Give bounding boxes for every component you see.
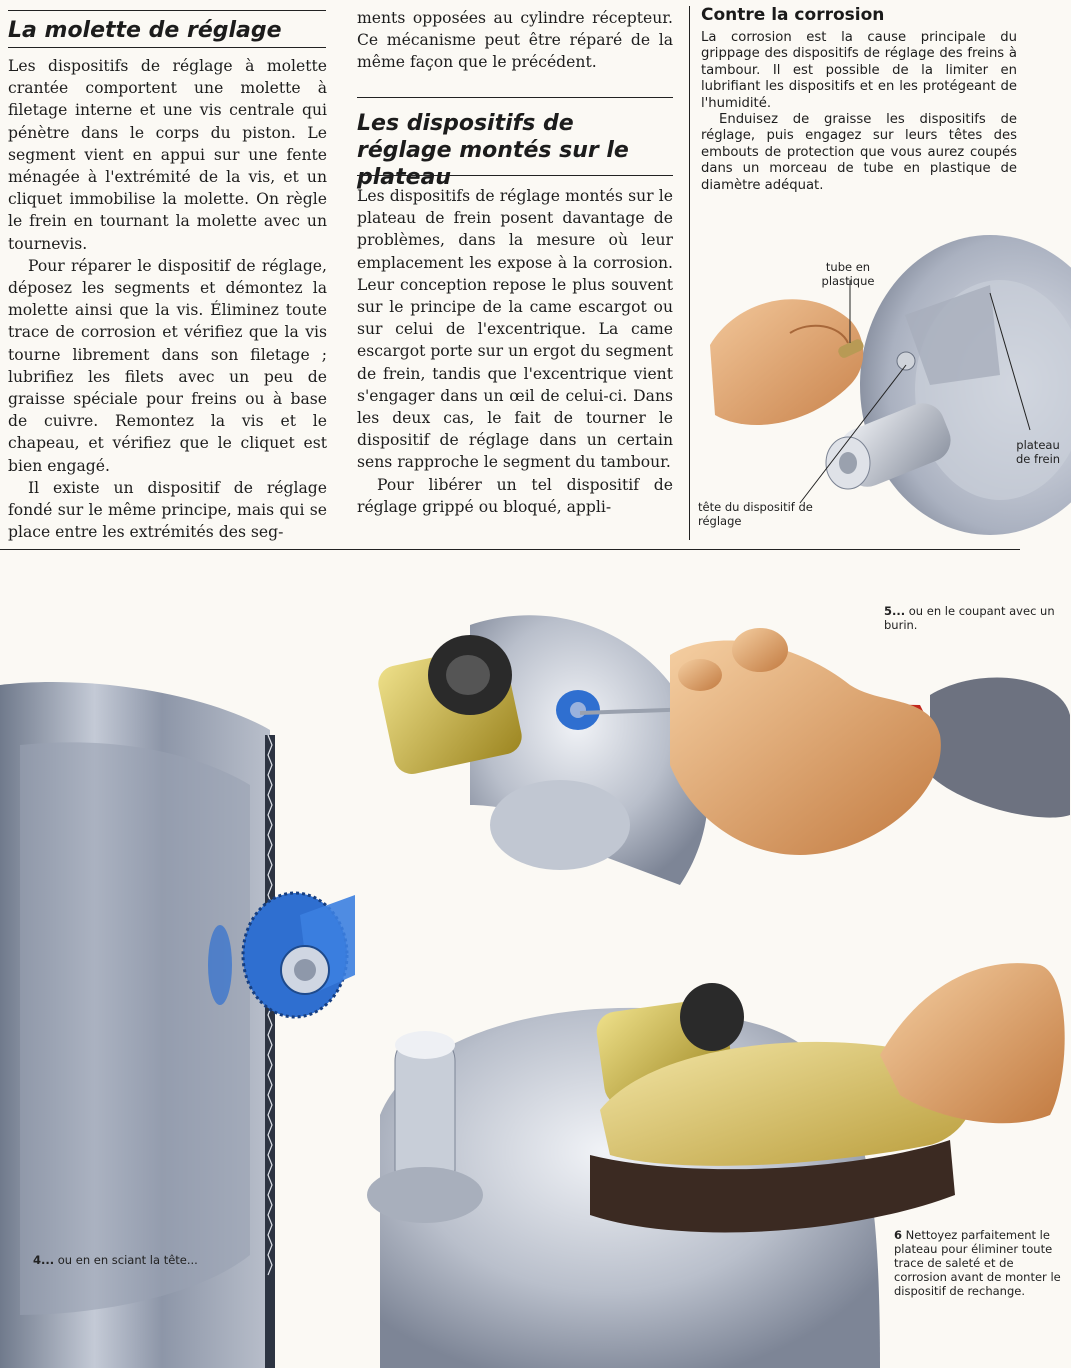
column-2-intro	[357, 7, 673, 74]
section-heading-plateau: Les dispositifs de réglage montés sur le plateau	[357, 111, 629, 190]
caption-figure-4	[33, 1253, 293, 1267]
section-heading-molette: La molette de réglage	[8, 18, 282, 43]
caption-figure-6	[894, 1228, 1070, 1298]
paragraph: Il existe un dispositif de réglage fondé sur le même principe, mais qui se place entre les extrémités des seg-	[8, 478, 327, 542]
label-tube-plastique: tube en plastique	[821, 260, 875, 288]
label-tete-dispositif: tête du dispositif de réglage	[698, 500, 813, 528]
column-1-text	[8, 55, 327, 543]
paragraph: Pour réparer le dispositif de réglage, déposez les segments et démontez la molette ainsi que la vis. Éliminez toute trace de corrosion et vérifiez que la vis tourne librement dans son filetage ; lubrifiez les filets avec un peu de graisse spéciale pour freins ou à base de cuivre. Remontez la vis et le chapeau, et vérifiez que le cliquet est bien engagé.	[8, 256, 327, 475]
column-top-rule	[8, 10, 326, 11]
paragraph: La corrosion est la cause principale du grippage des dispositifs de réglage des freins à tambour. Il est possible de la limiter en lubrifiant les dispositifs et en les protégeant de l'humidité.	[701, 30, 1017, 111]
column-divider	[689, 6, 690, 540]
heading-underline	[8, 47, 326, 48]
heading-underline	[357, 175, 673, 176]
caption-figure-5	[884, 604, 1070, 632]
label-plateau-frein: plateau de frein	[1015, 438, 1061, 466]
figure-number: 5...	[884, 604, 906, 618]
paragraph: ments opposées au cylindre récepteur. Ce mécanisme peut être réparé de la même façon que le précédent.	[357, 9, 673, 72]
paragraph: Les dispositifs de réglage à molette crantée comportent une molette à filetage interne et une vis centrale qui pénètre dans le corps du piston. Le segment vient en appui sur une fente ménagée à l'extrémité de la vis, et un cliquet immobilise la molette. On règle le frein en tournant la molette avec un tournevis.	[8, 57, 327, 253]
paragraph: Les dispositifs de réglage montés sur le plateau de frein posent davantage de problèmes, dans la mesure où leur emplacement les expose à la corrosion. Leur conception repose le plus souvent sur le principe de la came escargot ou sur celui de l'excentrique. La came escargot porte sur un ergot du segment de frein, tandis que l'excentrique vient s'engager dans un œil de celui-ci. Dans les deux cas, le fait de tourner le dispositif de réglage dans un certain sens rapproche le segment du tambour.	[357, 187, 673, 472]
caption-text: ou en le coupant avec un burin.	[884, 604, 1055, 632]
figure-number: 4...	[33, 1253, 55, 1267]
paragraph: Enduisez de graisse les dispositifs de réglage, puis engagez sur leurs têtes des embouts de protection que vous aurez coupés dans un morceau de tube en plastique de diamètre adéquat.	[701, 112, 1017, 193]
figure-number: 6	[894, 1228, 903, 1242]
figure-6-brush	[367, 963, 1065, 1368]
hand-shape	[880, 963, 1065, 1123]
sidebar-text	[701, 30, 1017, 194]
column-2-text	[357, 185, 673, 518]
caption-text: Nettoyez parfaitement le plateau pour éliminer toute trace de saleté et de corrosion avant de monter le dispositif de rechange.	[894, 1228, 1061, 1298]
paragraph: Pour libérer un tel dispositif de réglage grippé ou bloqué, appli-	[357, 475, 673, 516]
column-rule	[357, 97, 673, 98]
section-separator	[0, 549, 1020, 550]
hand-shape	[710, 299, 863, 425]
caption-text: ou en en sciant la tête...	[54, 1253, 198, 1267]
figure-5-chisel	[375, 615, 1070, 885]
hammer-shape	[930, 678, 1070, 818]
sidebar-heading: Contre la corrosion	[701, 5, 885, 25]
